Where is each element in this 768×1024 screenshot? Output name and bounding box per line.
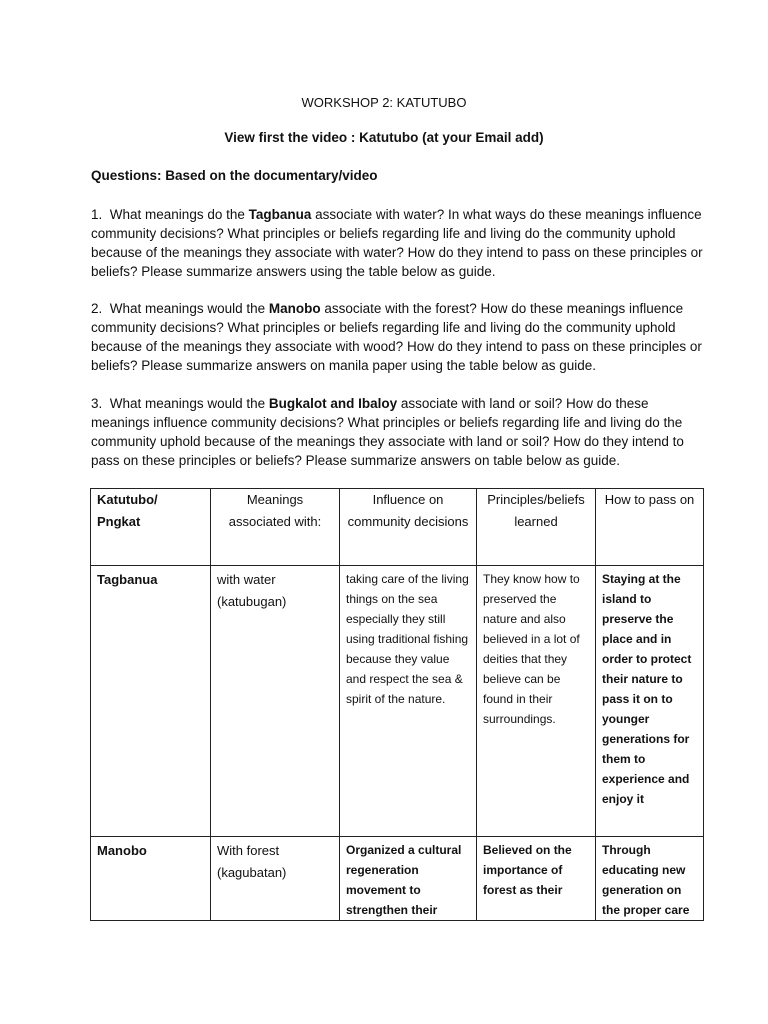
cell-influence: Organized a cultural regeneration movement to strengthen their [340, 837, 477, 921]
questions-heading: Questions: Based on the documentary/video [91, 168, 378, 183]
question-number: 2. [91, 301, 103, 316]
header-meanings: Meanings associated with: [211, 489, 340, 566]
header-principles: Principles/beliefs learned [477, 489, 596, 566]
cell-influence: taking care of the living things on the sea especially they still using traditional fishing because they value and respect the sea & spirit of the nature. [340, 566, 477, 837]
cell-principles: They know how to preserved the nature and also believed in a lot of deities that they believe can be found in their surroundings. [477, 566, 596, 837]
question-keyword: Bugkalot and Ibaloy [268, 396, 398, 411]
cell-group: Manobo [91, 837, 211, 921]
cell-meaning: With forest (kagubatan) [211, 837, 340, 921]
cell-pass-on: Through educating new generation on the proper care [596, 837, 704, 921]
table-header-row [91, 489, 704, 566]
cell-meaning: with water (katubugan) [211, 566, 340, 837]
question-text: What meanings do the [109, 207, 249, 222]
header-katutubo: Katutubo/ Pngkat [91, 489, 211, 566]
header-influence: Influence on community decisions [340, 489, 477, 566]
question-3 [91, 394, 706, 470]
question-number: 3. [91, 396, 103, 411]
question-number: 1. [91, 207, 103, 222]
table-row [91, 837, 704, 921]
cell-principles: Believed on the importance of forest as their [477, 837, 596, 921]
summary-table [90, 488, 704, 921]
question-text: associate with water? In what ways do these meanings influence community decisions? What principles or beliefs regarding life and living do the community uphold because of the meanings they associate with water? How do they intend to pass on these principles or beliefs? Please summarize answers using the table below as guide. [91, 207, 703, 279]
question-1 [91, 205, 706, 281]
question-text: associate with the forest? How do these meanings influence community decisions? What principles or beliefs regarding life and living do the community uphold because of the meanings they associate with wood? How do they intend to pass on these principles or beliefs? Please summarize answers on manila paper using the table below as guide. [91, 301, 702, 373]
header-how-to-pass: How to pass on [596, 489, 704, 566]
question-text: What meanings would the [109, 301, 269, 316]
question-2 [91, 299, 706, 375]
question-keyword: Manobo [268, 301, 321, 316]
document-subtitle: View first the video : Katutubo (at your Email add) [224, 130, 544, 145]
table-row [91, 566, 704, 837]
document-title: WORKSHOP 2: KATUTUBO [301, 95, 467, 110]
cell-pass-on: Staying at the island to preserve the place and in order to protect their nature to pass it on to younger generations for them to experience and enjoy it [596, 566, 704, 837]
cell-group: Tagbanua [91, 566, 211, 837]
question-text: associate with land or soil? How do these meanings influence community decisions? What principles or beliefs regarding life and living do the community uphold because of the meanings they associate with land or soil? How do they intend to pass on these principles or beliefs? Please summarize answers on table below as guide. [91, 396, 684, 468]
question-text: What meanings would the [109, 396, 269, 411]
question-keyword: Tagbanua [248, 207, 312, 222]
